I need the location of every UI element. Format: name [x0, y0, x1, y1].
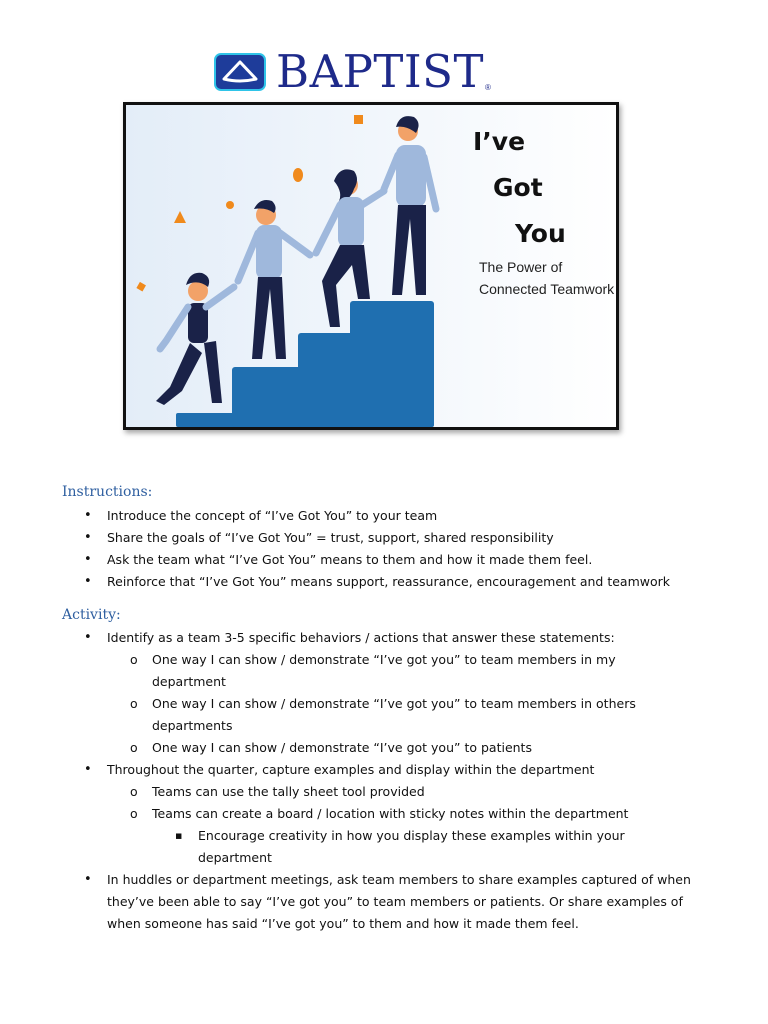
sub-list-item: o One way I can show / demonstrate “I’ve got you” to patients — [0, 737, 768, 759]
banner-subtitle — [479, 256, 614, 300]
sub-list-item: o Teams can create a board / location with sticky notes within the department — [0, 803, 768, 825]
sub-list-item: o Teams can use the tally sheet tool provided — [0, 781, 768, 803]
sub-sub-list-item: ▪ Encourage creativity in how you display these examples within your department — [0, 825, 768, 869]
instructions-list — [0, 505, 768, 593]
list-item: • Throughout the quarter, capture examples and display within the department — [0, 759, 768, 781]
baptist-logo — [214, 45, 491, 98]
activity-list — [0, 627, 768, 935]
banner-title-line-1: I’ve — [473, 127, 526, 156]
baptist-emblem-icon — [214, 53, 266, 91]
banner-subtitle-line-1: The Power of — [479, 259, 563, 275]
banner-subtitle-line-2: Connected Teamwork — [479, 281, 615, 297]
banner-image — [123, 102, 619, 430]
list-item: • Identify as a team 3-5 specific behaviors / actions that answer these statements: — [0, 627, 768, 649]
banner-title-line-2: Got — [493, 173, 543, 202]
list-item: • Reinforce that “I’ve Got You” means support, reassurance, encouragement and teamwork — [0, 571, 768, 593]
list-item: • Introduce the concept of “I’ve Got You” to your team — [0, 505, 768, 527]
sub-list-item: o One way I can show / demonstrate “I’ve got you” to team members in others departments — [0, 693, 768, 737]
activity-heading: Activity: — [62, 607, 121, 623]
sub-list-item: o One way I can show / demonstrate “I’ve got you” to team members in my department — [0, 649, 768, 693]
list-item: • Share the goals of “I’ve Got You” = trust, support, shared responsibility — [0, 527, 768, 549]
registered-mark: ® — [484, 83, 491, 92]
logo-text: BAPTIST — [276, 45, 484, 98]
instructions-heading: Instructions: — [62, 484, 153, 500]
list-item: • In huddles or department meetings, ask team members to share examples captured of when they’ve been able to say “I’ve got you” to team members or patients. Or share examples of when someone has said “I’ve got you” to them and how it made them feel. — [0, 869, 768, 935]
banner-title-line-3: You — [515, 219, 566, 248]
list-item: • Ask the team what “I’ve Got You” means to them and how it made them feel. — [0, 549, 768, 571]
